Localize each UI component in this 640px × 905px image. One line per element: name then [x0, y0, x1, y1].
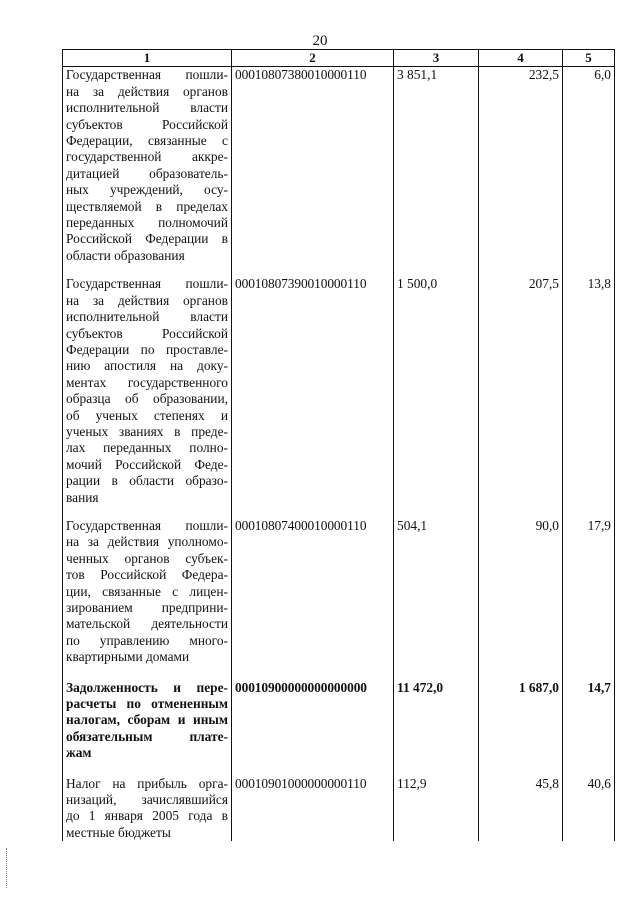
spacer-cell: [394, 762, 479, 776]
table-row: [63, 518, 615, 666]
column-header-2: 2: [232, 50, 394, 67]
row-name-line: местные бюджеты: [66, 824, 171, 840]
row-name-line: налогам, сборам и иным: [66, 712, 228, 728]
row-col3-cell: 504,1: [394, 518, 479, 666]
table-row: [63, 276, 615, 506]
row-name-line: исполнительной власти: [66, 100, 228, 116]
spacer-cell: [232, 762, 394, 776]
spacer-cell: [479, 762, 563, 776]
spacer-cell: [63, 762, 232, 776]
spacer-cell: [232, 666, 394, 680]
row-name-cell: [63, 518, 232, 666]
row-name-line: на за действия органов: [66, 292, 228, 308]
row-name-line: переданных полномочий: [66, 215, 228, 231]
row-name-line: Государственная пошли-: [66, 67, 228, 83]
row-col4-cell: 207,5: [479, 276, 563, 506]
row-spacer: [63, 506, 615, 518]
row-name-line: субъектов Российской: [66, 116, 228, 132]
row-spacer: [63, 666, 615, 680]
row-col4-cell: 232,5: [479, 67, 563, 264]
spacer-cell: [394, 264, 479, 276]
row-name-cell: [63, 680, 232, 762]
row-name-line: ции, связанные с лицен-: [66, 583, 228, 599]
column-header-5: 5: [563, 50, 615, 67]
table-header-row: [63, 50, 615, 67]
row-name-line: Российской Федерации в: [66, 231, 228, 247]
row-name-line: образца об образовании,: [66, 391, 228, 407]
column-header-3: 3: [394, 50, 479, 67]
row-name-line: низаций, зачислявшийся: [66, 792, 228, 808]
row-code-cell: 00010807400010000110: [232, 518, 394, 666]
row-name-cell: [63, 276, 232, 506]
row-name-line: мочий Российской Феде-: [66, 456, 228, 472]
column-header-4: 4: [479, 50, 563, 67]
spacer-cell: [232, 506, 394, 518]
row-name-line: ученых званиях в преде-: [66, 423, 228, 439]
row-name-line: нию апостиля на доку-: [66, 358, 228, 374]
table-row: [63, 680, 615, 762]
row-col5-cell: 17,9: [563, 518, 615, 666]
row-col5-cell: 40,6: [563, 776, 615, 842]
row-name-line: Государственная пошли-: [66, 517, 228, 533]
row-name-line: Задолженность и пере-: [66, 679, 228, 695]
row-name-cell: [63, 776, 232, 842]
table-row: [63, 67, 615, 264]
row-name-line: мательской деятельности: [66, 616, 228, 632]
spacer-cell: [479, 666, 563, 680]
row-name-line: зированием предприни-: [66, 600, 228, 615]
column-header-1: 1: [63, 50, 232, 67]
revenue-table: [62, 49, 615, 841]
spacer-cell: [563, 506, 615, 518]
table-row: [63, 776, 615, 842]
row-name-line: Государственная пошли-: [66, 276, 228, 292]
row-name-line: обязательным плате-: [66, 728, 228, 744]
row-name-line: области образования: [66, 247, 185, 263]
spacer-cell: [563, 762, 615, 776]
row-name-line: до 1 января 2005 года в: [66, 808, 228, 824]
scan-margin-mark: [6, 848, 9, 888]
row-name-line: государственной аккре-: [66, 149, 228, 165]
row-col5-cell: 13,8: [563, 276, 615, 506]
spacer-cell: [394, 506, 479, 518]
spacer-cell: [63, 264, 232, 276]
row-name-line: вания: [66, 489, 99, 505]
row-name-line: ных учреждений, осу-: [66, 182, 228, 198]
row-col3-cell: 112,9: [394, 776, 479, 842]
spacer-cell: [563, 264, 615, 276]
row-name-line: на за действия органов: [66, 83, 228, 99]
row-code-cell: 00010900000000000000: [232, 680, 394, 762]
row-col4-cell: 90,0: [479, 518, 563, 666]
spacer-cell: [232, 264, 394, 276]
row-col4-cell: 1 687,0: [479, 680, 563, 762]
row-spacer: [63, 264, 615, 276]
row-name-line: рации в области образо-: [66, 473, 228, 489]
row-name-line: жам: [66, 745, 92, 761]
row-name-line: Федерации, связанные с: [66, 133, 228, 149]
row-col3-cell: 11 472,0: [394, 680, 479, 762]
row-name-line: расчеты по отмененным: [66, 696, 228, 712]
row-name-line: дитацией образователь-: [66, 165, 228, 181]
row-name-line: на за действия уполномо-: [66, 534, 228, 550]
row-code-cell: 00010901000000000110: [232, 776, 394, 842]
row-name-cell: [63, 67, 232, 264]
spacer-cell: [479, 506, 563, 518]
row-col5-cell: 6,0: [563, 67, 615, 264]
row-name-line: субъектов Российской: [66, 325, 228, 341]
row-name-line: об ученых степенях и: [66, 407, 228, 423]
row-name-line: Федерации по проставле-: [66, 341, 228, 357]
row-name-line: квартирными домами: [66, 649, 190, 665]
row-code-cell: 00010807380010000110: [232, 67, 394, 264]
spacer-cell: [63, 666, 232, 680]
spacer-cell: [394, 666, 479, 680]
row-col4-cell: 45,8: [479, 776, 563, 842]
row-name-line: Налог на прибыль орга-: [66, 775, 228, 791]
row-code-cell: 00010807390010000110: [232, 276, 394, 506]
row-name-line: исполнительной власти: [66, 309, 228, 325]
spacer-cell: [63, 506, 232, 518]
row-name-line: лах переданных полно-: [66, 440, 228, 456]
spacer-cell: [479, 264, 563, 276]
row-col3-cell: 3 851,1: [394, 67, 479, 264]
spacer-cell: [563, 666, 615, 680]
row-name-line: ществляемой в пределах: [66, 198, 228, 214]
page-number: 20: [312, 33, 328, 49]
row-name-line: тов Российской Федера-: [66, 567, 228, 583]
row-name-line: по управлению много-: [66, 632, 228, 648]
row-spacer: [63, 762, 615, 776]
table-body: [63, 67, 615, 841]
row-name-line: ченных органов субъек-: [66, 550, 228, 566]
row-col3-cell: 1 500,0: [394, 276, 479, 506]
row-col5-cell: 14,7: [563, 680, 615, 762]
row-name-line: ментах государственного: [66, 374, 228, 390]
